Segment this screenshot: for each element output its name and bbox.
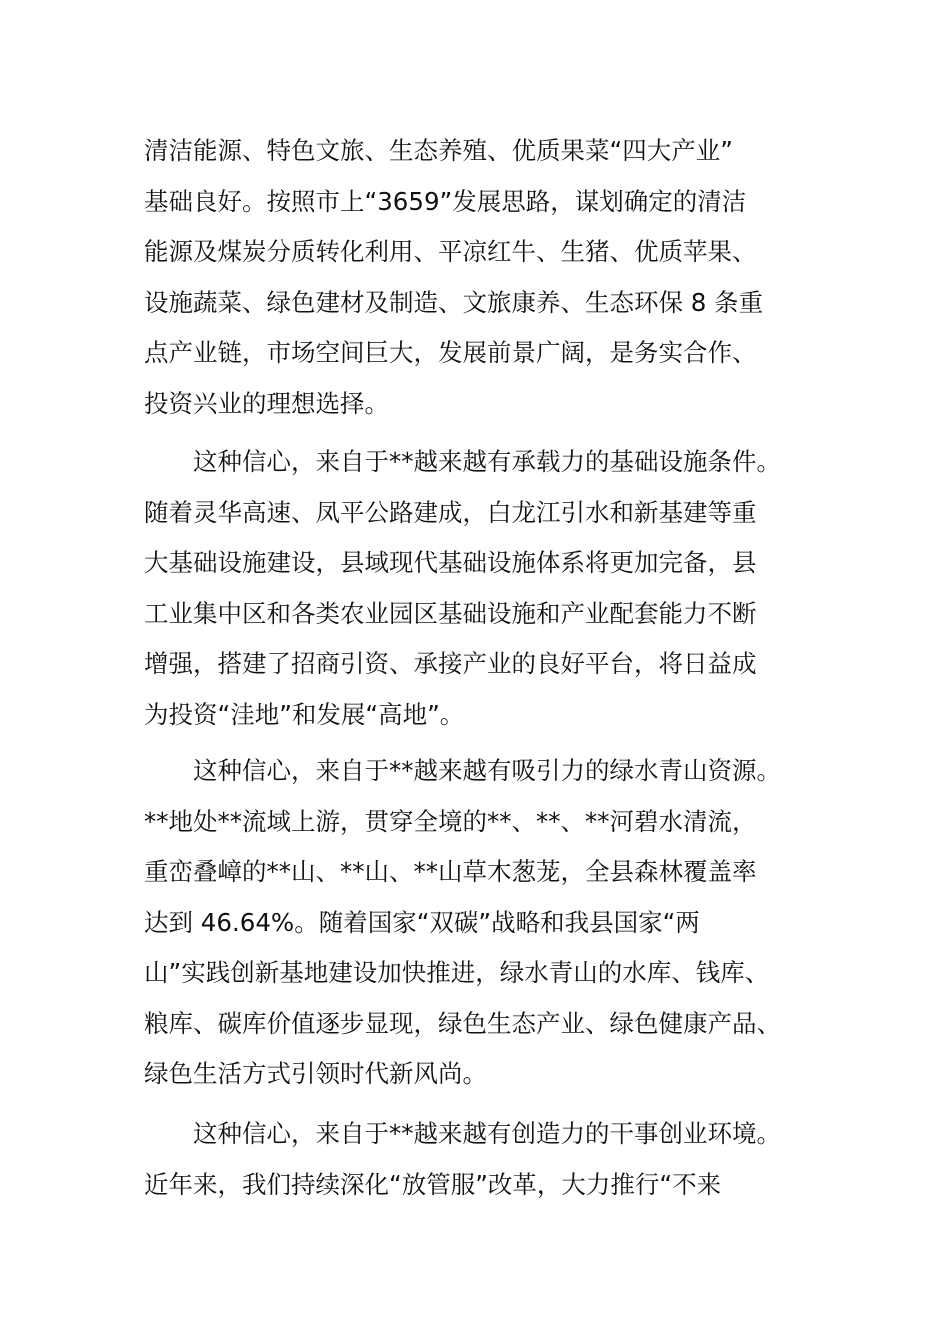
text-line: 随着灵华高速、凤平公路建成，白龙江引水和新基建等重 (144, 497, 757, 527)
text-line: 这种信心，来自于**越来越有创造力的干事创业环境。 (193, 1119, 781, 1148)
text-line: 这种信心，来自于**越来越有承载力的基础设施条件。 (193, 447, 781, 476)
text-line: 点产业链，市场空间巨大，发展前景广阔，是务实合作、 (144, 338, 757, 367)
text-line: 为投资“洼地”和发展“高地”。 (144, 699, 465, 729)
text-line: **地处**流域上游，贯穿全境的**、**、**河碧水清流， (144, 806, 757, 836)
text-line: 重峦叠嶂的**山、**山、**山草木葱茏，全县森林覆盖率 (144, 857, 757, 886)
paragraph-business-environment (144, 1109, 806, 1210)
text-line: 能源及煤炭分质转化利用、平凉红牛、生猪、优质苹果、 (144, 237, 757, 266)
text-line: 基础良好。按照市上“3659”发展思路，谋划确定的清洁 (144, 186, 747, 216)
paragraph-industries (144, 126, 806, 429)
text-line: 近年来，我们持续深化“放管服”改革，大力推行“不来 (144, 1169, 722, 1199)
text-line: 设施蔬菜、绿色建材及制造、文旅康养、生态环保 8 条重 (144, 287, 764, 317)
text-line: 达到 46.64%。随着国家“双碳”战略和我县国家“两 (144, 907, 700, 937)
paragraph-infrastructure (144, 437, 806, 740)
text-line: 清洁能源、特色文旅、生态养殖、优质果菜“四大产业” (144, 136, 733, 165)
text-line: 工业集中区和各类农业园区基础设施和产业配套能力不断 (144, 598, 757, 628)
text-line: 绿色生活方式引领时代新风尚。 (144, 1059, 487, 1088)
text-line: 山”实践创新基地建设加快推进，绿水青山的水库、钱库、 (144, 958, 770, 987)
text-line: 这种信心，来自于**越来越有吸引力的绿水青山资源。 (193, 756, 781, 785)
paragraph-ecology (144, 746, 806, 1100)
text-line: 粮库、碳库价值逐步显现，绿色生态产业、绿色健康产品、 (144, 1008, 781, 1038)
text-line: 增强，搭建了招商引资、承接产业的良好平台，将日益成 (144, 649, 757, 678)
text-line: 大基础设施建设，县域现代基础设施体系将更加完备，县 (144, 548, 757, 577)
text-line: 投资兴业的理想选择。 (144, 388, 389, 418)
